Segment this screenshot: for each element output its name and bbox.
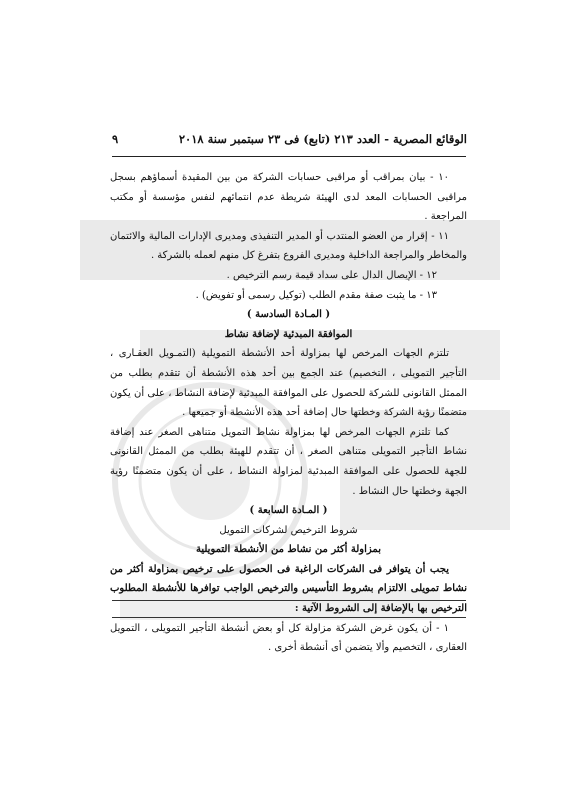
- page-number: ٩: [112, 132, 119, 146]
- article-6-paragraph-1: تلتزم الجهات المرخص لها بمزاولة أحد الأنشطة التمويلية (التمـويل العقـارى ، التأجير التمويلى ، التخصيم) عند الجمع بين أحد هذه الأنشطة أن تتقدم بطلب من الممثل القانونى للشركة للحصول على الموافقة المبدئية لإضافة النشاط ، على أن يكون متضمنًا رؤية الشركة وخطتها حال إضافة أحد هذه الأنشطة أو جميعها .: [110, 348, 467, 419]
- item-12: ١٢ - الإيصال الدال على سداد قيمة رسم الترخيص .: [226, 269, 437, 281]
- underline-rule-2: [112, 617, 466, 618]
- article-7-paragraph-1: يجب أن يتوافر فى الشركات الراغبة فى الحصول على ترخيص بمزاولة أكثر من نشاط تمويلى الالتزام بشروط التأسيس والترخيص الواجب توافرها للأنشطة المطلوب الترخيص بها بالإضافة إلى الشروط الآتية :: [110, 563, 467, 615]
- article-6-paragraph-2: كما تلتزم الجهات المرخص لها بمزاولة نشاط التمويل متناهى الصغر عند إضافة نشاط التأجير التمويلى متناهى الصغر ، أن تتقدم للهيئة بطلب من الممثل القانونى للجهة للحصول على الموافقة المبدئية لمزاولة النشاط ، على أن يكون متضمنًا رؤية الجهة وخطتها حال النشاط .: [110, 426, 467, 497]
- article-6-title: ( المـادة السادسة ): [246, 309, 331, 321]
- article-7-item-1: ١ - أن يكون غرض الشركة مزاولة كل أو بعض أنشطة التأجير التمويلى ، التمويل العقارى ، التخصيم وألا يتضمن أى أنشطة أخرى .: [110, 622, 467, 654]
- article-7-subtitle-2: بمزاولة أكثر من نشاط من الأنشطة التمويلية: [195, 544, 381, 556]
- item-13: ١٣ - ما يثبت صفة مقدم الطلب (توكيل رسمى أو تفويض) .: [195, 289, 437, 301]
- header-title: الوقائع المصرية - العدد ٢١٣ (تابع) فى ٢٣ سبتمبر سنة ٢٠١٨: [178, 132, 467, 146]
- item-10: ١٠ - بيان بمراقب أو مراقبى حسابات الشركة من بين المقيدة أسماؤهم بسجل مراقبى الحسابات المعد لدى الهيئة شريطة عدم انتمائهم لنفس مؤسسة أو مكتب المراجعة .: [110, 172, 467, 223]
- body-text: [110, 168, 467, 658]
- item-11: ١١ - إقرار من العضو المنتدب أو المدير التنفيذى ومديرى الإدارات المالية والائتمان والمخاطر والمراجعة الداخلية ومديرى الفروع بتفرغ كل منهم لعمله بالشركة .: [110, 230, 467, 262]
- page-header: [112, 132, 467, 150]
- underline-rule-1: [112, 600, 466, 601]
- article-6-subtitle: الموافقة المبدئية لإضافة نشاط: [224, 328, 353, 340]
- article-7-subtitle-1: شروط الترخيص لشركات التمويل: [219, 524, 358, 536]
- header-divider: [112, 156, 466, 157]
- article-7-title: ( المـادة السابعة ): [249, 505, 328, 517]
